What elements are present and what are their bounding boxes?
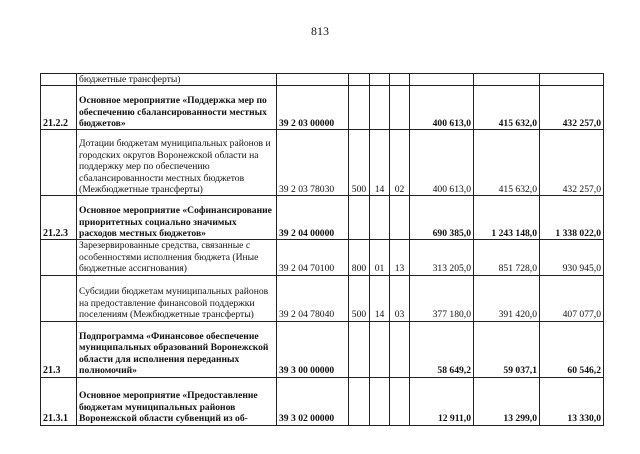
table-row bbox=[41, 74, 604, 86]
row-year3-amount: 930 945,0 bbox=[540, 240, 604, 275]
row-target-code: 39 2 04 00000 bbox=[277, 196, 349, 240]
row-target-code bbox=[277, 74, 349, 86]
row-year1-amount: 58 649,2 bbox=[410, 321, 474, 377]
row-target-code: 39 2 04 70100 bbox=[277, 240, 349, 275]
row-code: 21.3.1 bbox=[41, 377, 77, 425]
row-year1-amount: 313 205,0 bbox=[410, 240, 474, 275]
row-subsection bbox=[390, 86, 410, 130]
row-year1-amount: 400 613,0 bbox=[410, 86, 474, 130]
row-year1-amount: 690 385,0 bbox=[410, 196, 474, 240]
row-target-code: 39 2 04 78040 bbox=[277, 275, 349, 321]
row-code: 21.3 bbox=[41, 321, 77, 377]
row-section: 14 bbox=[370, 130, 390, 196]
row-year3-amount: 432 257,0 bbox=[540, 86, 604, 130]
row-name: Дотации бюджетам муниципальных районов и городских округов Воронежской области на поддержку мер по обеспечению сбалансированности местных бюджетов (Межбюджетные трансферты) bbox=[77, 130, 277, 196]
row-subsection bbox=[390, 377, 410, 425]
row-expense-type bbox=[349, 321, 370, 377]
row-year2-amount: 415 632,0 bbox=[474, 86, 540, 130]
page-number: 813 bbox=[311, 24, 329, 38]
row-year3-amount: 1 338 022,0 bbox=[540, 196, 604, 240]
row-name: Субсидии бюджетам муниципальных районов на предоставление финансовой поддержки поселениям (Межбюджетные трансферты) bbox=[77, 275, 277, 321]
row-subsection bbox=[390, 196, 410, 240]
row-subsection: 03 bbox=[390, 275, 410, 321]
row-expense-type: 500 bbox=[349, 130, 370, 196]
row-section bbox=[370, 196, 390, 240]
row-section bbox=[370, 377, 390, 425]
row-year2-amount: 13 299,0 bbox=[474, 377, 540, 425]
row-expense-type: 500 bbox=[349, 275, 370, 321]
row-year3-amount: 407 077,0 bbox=[540, 275, 604, 321]
row-subsection: 02 bbox=[390, 130, 410, 196]
row-year2-amount: 59 037,1 bbox=[474, 321, 540, 377]
row-expense-type: 800 bbox=[349, 240, 370, 275]
row-expense-type bbox=[349, 377, 370, 425]
table-row bbox=[41, 240, 604, 275]
table-row bbox=[41, 86, 604, 130]
row-subsection bbox=[390, 321, 410, 377]
row-code: 21.2.2 bbox=[41, 86, 77, 130]
row-section: 01 bbox=[370, 240, 390, 275]
row-code bbox=[41, 130, 77, 196]
row-year3-amount bbox=[540, 74, 604, 86]
row-year3-amount: 432 257,0 bbox=[540, 130, 604, 196]
row-year1-amount: 377 180,0 bbox=[410, 275, 474, 321]
row-name: Основное мероприятие «Предоставление бюджетам муниципальных районов Воронежской области субвенций из об- bbox=[77, 377, 277, 425]
row-code bbox=[41, 275, 77, 321]
row-year1-amount bbox=[410, 74, 474, 86]
row-name: Основное мероприятие «Поддержка мер по обеспечению сбалансированности местных бюджетов» bbox=[77, 86, 277, 130]
row-year2-amount: 391 420,0 bbox=[474, 275, 540, 321]
row-section bbox=[370, 86, 390, 130]
table-row bbox=[41, 321, 604, 377]
row-year2-amount: 851 728,0 bbox=[474, 240, 540, 275]
row-expense-type bbox=[349, 74, 370, 86]
row-name: Зарезервированные средства, связанные с особенностями исполнения бюджета (Иные бюджетные ассигнования) bbox=[77, 240, 277, 275]
row-subsection: 13 bbox=[390, 240, 410, 275]
table-row bbox=[41, 130, 604, 196]
row-section bbox=[370, 74, 390, 86]
row-section: 14 bbox=[370, 275, 390, 321]
row-year2-amount: 1 243 148,0 bbox=[474, 196, 540, 240]
row-expense-type bbox=[349, 196, 370, 240]
row-target-code: 39 2 03 78030 bbox=[277, 130, 349, 196]
row-name: Основное мероприятие «Софинансирование приоритетных социально значимых расходов местных бюджетов» bbox=[77, 196, 277, 240]
row-year3-amount: 60 546,2 bbox=[540, 321, 604, 377]
row-target-code: 39 3 02 00000 bbox=[277, 377, 349, 425]
row-code bbox=[41, 240, 77, 275]
row-year2-amount: 415 632,0 bbox=[474, 130, 540, 196]
row-section bbox=[370, 321, 390, 377]
budget-table bbox=[40, 73, 604, 426]
row-subsection bbox=[390, 74, 410, 86]
table-row bbox=[41, 377, 604, 425]
row-year1-amount: 12 911,0 bbox=[410, 377, 474, 425]
row-name: бюджетные трансферты) bbox=[77, 74, 277, 86]
table-row bbox=[41, 275, 604, 321]
row-target-code: 39 3 00 00000 bbox=[277, 321, 349, 377]
row-expense-type bbox=[349, 86, 370, 130]
row-code: 21.2.3 bbox=[41, 196, 77, 240]
row-name: Подпрограмма «Финансовое обеспечение муниципальных образований Воронежской области для исполнения переданных полномочий» bbox=[77, 321, 277, 377]
row-target-code: 39 2 03 00000 bbox=[277, 86, 349, 130]
row-year2-amount bbox=[474, 74, 540, 86]
row-year1-amount: 400 613,0 bbox=[410, 130, 474, 196]
table-row bbox=[41, 196, 604, 240]
row-year3-amount: 13 330,0 bbox=[540, 377, 604, 425]
row-code bbox=[41, 74, 77, 86]
